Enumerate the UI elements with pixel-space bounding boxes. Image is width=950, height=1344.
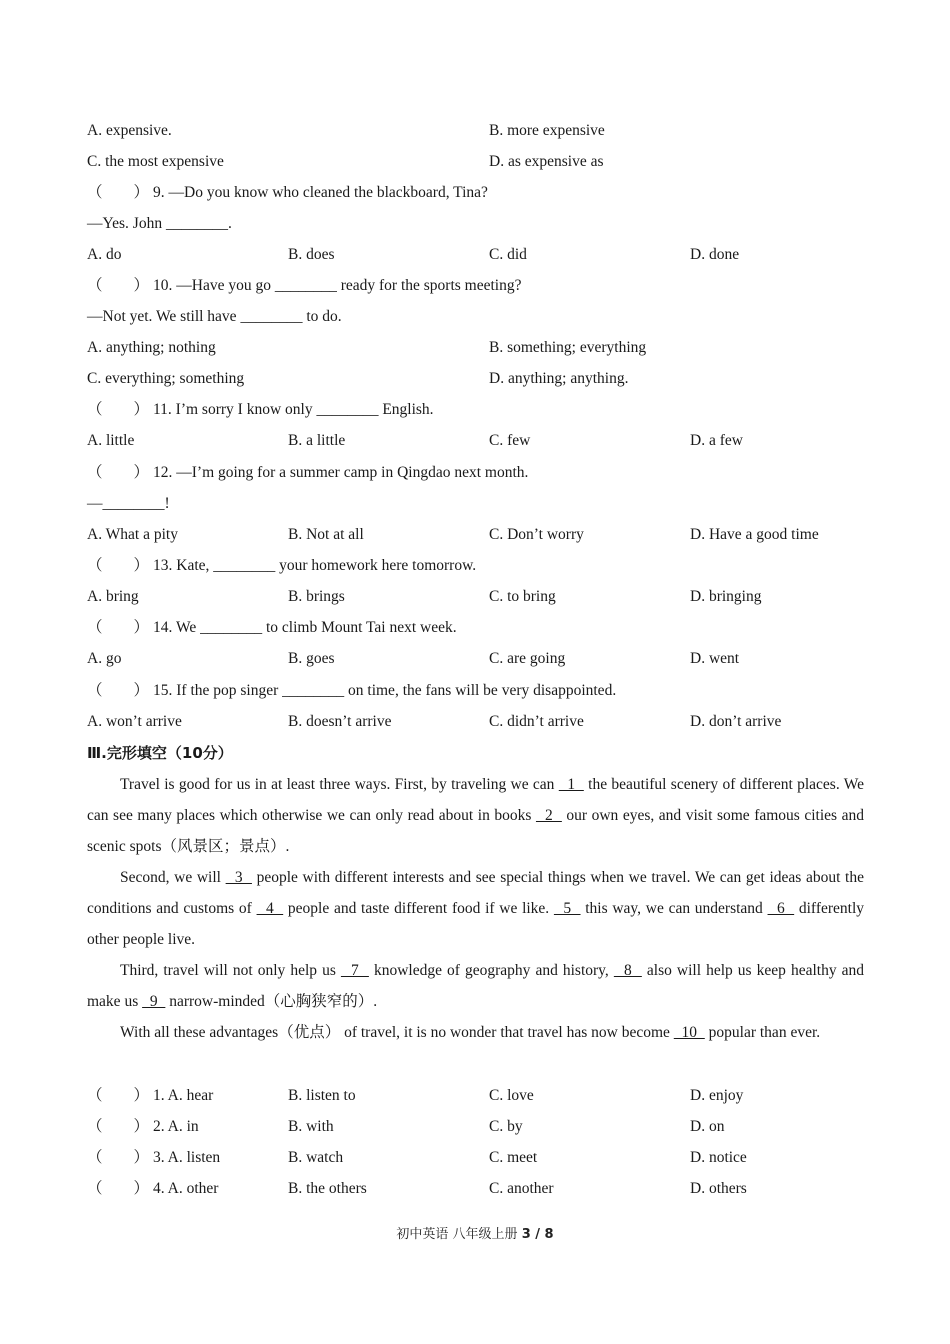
cloze-2-option-a[interactable]: 2. A. in	[153, 1118, 199, 1135]
blank-2[interactable]: 2	[535, 807, 562, 824]
q14-option-c[interactable]: C. are going	[489, 650, 566, 667]
blank-3[interactable]: 3	[225, 869, 252, 886]
blank-6[interactable]: 6	[767, 900, 795, 917]
answer-bracket[interactable]: （ ）	[87, 682, 150, 699]
q12-stem: 12. —I’m going for a summer camp in Qingdao next month.	[153, 464, 529, 481]
section-heading: Ⅲ.完形填空（10分）	[87, 744, 233, 762]
q12-option-b[interactable]: B. Not at all	[288, 526, 364, 543]
q9-option-d[interactable]: D. done	[690, 246, 740, 263]
passage-paragraph-1: Travel is good for us in at least three ways. First, by traveling we can 1 the beautiful scenery of different places. We can see many places which otherwise we can only read about in books 2 our own eyes, and visit some famous cities and scenic spots（风景区；景点）.	[87, 776, 865, 855]
page-number: 3 / 8	[521, 1227, 554, 1242]
blank-10[interactable]: 10	[673, 1024, 705, 1041]
answer-bracket[interactable]: （ ）	[87, 464, 150, 481]
q15-option-c[interactable]: C. didn’t arrive	[489, 713, 584, 730]
footer-title: 初中英语 八年级上册	[396, 1227, 518, 1242]
q10-option-c[interactable]: C. everything; something	[87, 370, 245, 387]
cloze-2-option-c[interactable]: C. by	[489, 1118, 523, 1135]
blank-4[interactable]: 4	[256, 900, 284, 917]
q12-reply: —________!	[87, 495, 170, 512]
q8-option-c[interactable]: C. the most expensive	[87, 153, 224, 170]
q15-option-d[interactable]: D. don’t arrive	[690, 713, 782, 730]
q14-stem-line	[87, 617, 457, 639]
cloze-3-option-d[interactable]: D. notice	[690, 1149, 747, 1166]
blank-5[interactable]: 5	[553, 900, 581, 917]
q12-stem-line	[87, 462, 528, 484]
cloze-4-option-d[interactable]: D. others	[690, 1180, 747, 1197]
cloze-4-option-c[interactable]: C. another	[489, 1180, 554, 1197]
q12-option-a[interactable]: A. What a pity	[87, 526, 178, 543]
cloze-4-option-a[interactable]: 4. A. other	[153, 1180, 219, 1197]
answer-bracket[interactable]: （ ）	[87, 401, 150, 418]
cloze-1-option-c[interactable]: C. love	[489, 1087, 534, 1104]
cloze-3-option-c[interactable]: C. meet	[489, 1149, 538, 1166]
blank-7[interactable]: 7	[340, 962, 369, 979]
answer-bracket[interactable]: （ ）	[87, 619, 150, 636]
q14-option-b[interactable]: B. goes	[288, 650, 335, 667]
answer-bracket[interactable]: （ ）	[87, 557, 150, 574]
cloze-4-option-b[interactable]: B. the others	[288, 1180, 367, 1197]
q8-option-a[interactable]: A. expensive.	[87, 122, 172, 139]
q13-stem-line	[87, 555, 476, 577]
q15-option-a[interactable]: A. won’t arrive	[87, 713, 182, 730]
cloze-1-option-a[interactable]: 1. A. hear	[153, 1087, 214, 1104]
passage-paragraph-2: Second, we will 3 people with different interests and see special things when we travel. We can get ideas about the conditions and customs of 4 people and taste different food if we like. 5 this way, we can understand 6 differently other people live.	[87, 869, 865, 948]
blank-8[interactable]: 8	[613, 962, 642, 979]
q13-option-d[interactable]: D. bringing	[690, 588, 762, 605]
q8-option-b[interactable]: B. more expensive	[489, 122, 605, 139]
q9-stem-line	[87, 182, 488, 204]
q15-stem-line	[87, 680, 616, 702]
q10-reply: —Not yet. We still have ________ to do.	[87, 308, 342, 325]
q10-option-a[interactable]: A. anything; nothing	[87, 339, 216, 356]
q10-stem-line	[87, 275, 521, 297]
cloze-1-option-d[interactable]: D. enjoy	[690, 1087, 744, 1104]
q13-option-b[interactable]: B. brings	[288, 588, 345, 605]
q13-option-a[interactable]: A. bring	[87, 588, 139, 605]
answer-bracket[interactable]: （ ）	[87, 277, 150, 294]
cloze-passage	[87, 769, 864, 1048]
cloze-3-option-b[interactable]: B. watch	[288, 1149, 344, 1166]
q9-option-b[interactable]: B. does	[288, 246, 335, 263]
q11-option-c[interactable]: C. few	[489, 432, 531, 449]
passage-paragraph-4: With all these advantages（优点） of travel, it is no wonder that travel has now become 10 popular than ever.	[120, 1024, 821, 1041]
blank-1[interactable]: 1	[558, 776, 584, 793]
cloze-2-option-b[interactable]: B. with	[288, 1118, 334, 1135]
page-footer	[0, 1223, 950, 1242]
answer-bracket[interactable]: （ ）	[87, 1149, 150, 1166]
cloze-3-option-a[interactable]: 3. A. listen	[153, 1149, 221, 1166]
q12-option-c[interactable]: C. Don’t worry	[489, 526, 584, 543]
q9-stem: 9. —Do you know who cleaned the blackboard, Tina?	[153, 184, 488, 201]
q11-option-d[interactable]: D. a few	[690, 432, 743, 449]
q15-stem: 15. If the pop singer ________ on time, the fans will be very disappointed.	[153, 682, 617, 699]
q13-stem: 13. Kate, ________ your homework here tomorrow.	[153, 557, 477, 574]
answer-bracket[interactable]: （ ）	[87, 184, 150, 201]
answer-bracket[interactable]: （ ）	[87, 1118, 150, 1135]
q14-option-a[interactable]: A. go	[87, 650, 122, 667]
q10-option-b[interactable]: B. something; everything	[489, 339, 647, 356]
passage-paragraph-3: Third, travel will not only help us 7 knowledge of geography and history, 8 also will help us keep healthy and make us 9 narrow-minded（心胸狭窄的）.	[87, 962, 865, 1010]
q15-option-b[interactable]: B. doesn’t arrive	[288, 713, 392, 730]
q11-option-b[interactable]: B. a little	[288, 432, 346, 449]
blank-9[interactable]: 9	[142, 993, 166, 1010]
q9-option-a[interactable]: A. do	[87, 246, 122, 263]
q8-option-d[interactable]: D. as expensive as	[489, 153, 604, 170]
q10-option-d[interactable]: D. anything; anything.	[489, 370, 629, 387]
cloze-1-option-b[interactable]: B. listen to	[288, 1087, 356, 1104]
cloze-2-option-d[interactable]: D. on	[690, 1118, 725, 1135]
q14-option-d[interactable]: D. went	[690, 650, 740, 667]
answer-bracket[interactable]: （ ）	[87, 1180, 150, 1197]
q10-stem: 10. —Have you go ________ ready for the sports meeting?	[153, 277, 522, 294]
q9-reply: —Yes. John ________.	[87, 215, 232, 232]
q13-option-c[interactable]: C. to bring	[489, 588, 556, 605]
answer-bracket[interactable]: （ ）	[87, 1087, 150, 1104]
q9-option-c[interactable]: C. did	[489, 246, 527, 263]
q11-stem-line	[87, 399, 434, 421]
q14-stem: 14. We ________ to climb Mount Tai next week.	[153, 619, 457, 636]
q11-stem: 11. I’m sorry I know only ________ English.	[153, 401, 434, 418]
q11-option-a[interactable]: A. little	[87, 432, 135, 449]
q12-option-d[interactable]: D. Have a good time	[690, 526, 819, 543]
